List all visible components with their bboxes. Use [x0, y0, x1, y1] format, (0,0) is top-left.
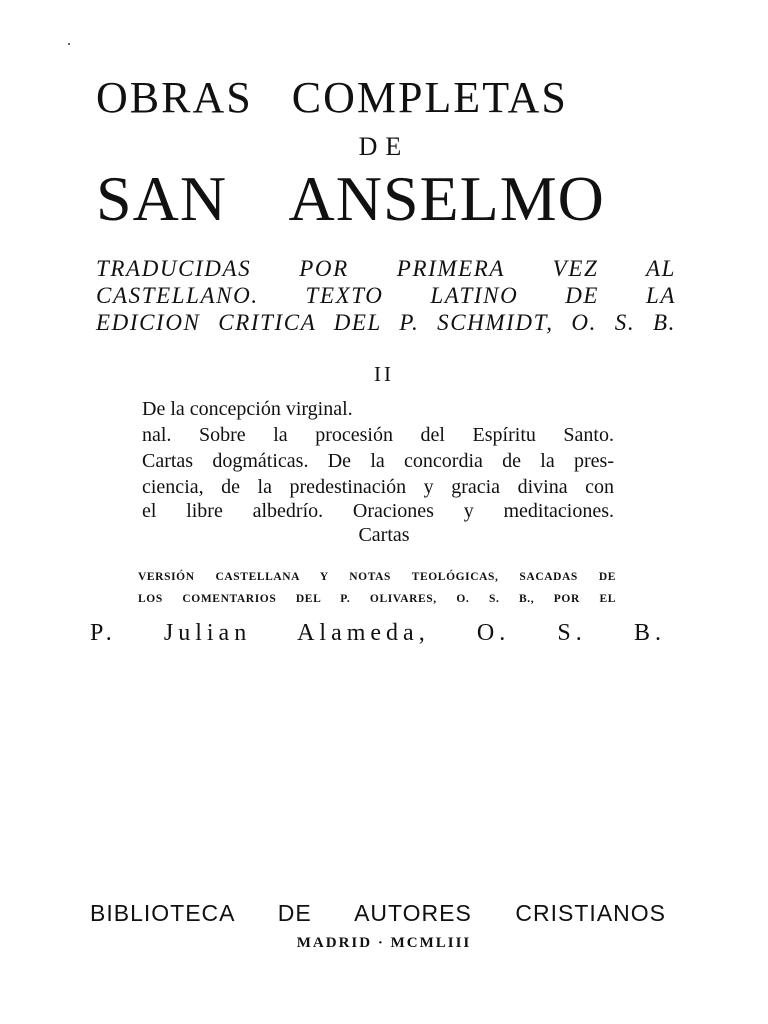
- title-san-anselmo: SAN ANSELMO: [96, 163, 605, 234]
- subtitle-line: TRADUCIDAS POR PRIMERA VEZ AL: [96, 256, 676, 281]
- contents-line: Cartas: [358, 524, 410, 546]
- contents-line: nal. Sobre la procesión del Espíritu Santo.: [142, 424, 614, 446]
- contents-line: ciencia, de la predestinación y gracia divina con: [142, 476, 614, 498]
- translator-name: P. Julian Alameda, O. S. B.: [90, 620, 666, 646]
- imprint-place-year: MADRID · MCMLIII: [296, 935, 472, 951]
- subtitle-line: CASTELLANO. TEXTO LATINO DE LA: [96, 283, 676, 308]
- publisher-name: BIBLIOTECA DE AUTORES CRISTIANOS: [90, 900, 666, 926]
- ink-speck: [68, 43, 70, 45]
- version-note-line: VERSIÓN CASTELLANA Y NOTAS TEOLÓGICAS, SACADAS DE: [138, 571, 616, 583]
- subtitle-line: EDICION CRITICA DEL P. SCHMIDT, O. S. B.: [96, 310, 676, 335]
- title-obras-completas: OBRAS COMPLETAS: [96, 73, 568, 122]
- version-note-line: LOS COMENTARIOS DEL P. OLIVARES, O. S. B., POR EL: [138, 593, 616, 605]
- volume-number: II: [374, 362, 394, 386]
- contents-line: el libre albedrío. Oraciones y meditaciones.: [142, 500, 614, 522]
- title-de: DE: [358, 132, 410, 161]
- contents-line: De la concepción virginal.: [142, 398, 353, 420]
- contents-line: Cartas dogmáticas. De la concordia de la pres-: [142, 450, 614, 472]
